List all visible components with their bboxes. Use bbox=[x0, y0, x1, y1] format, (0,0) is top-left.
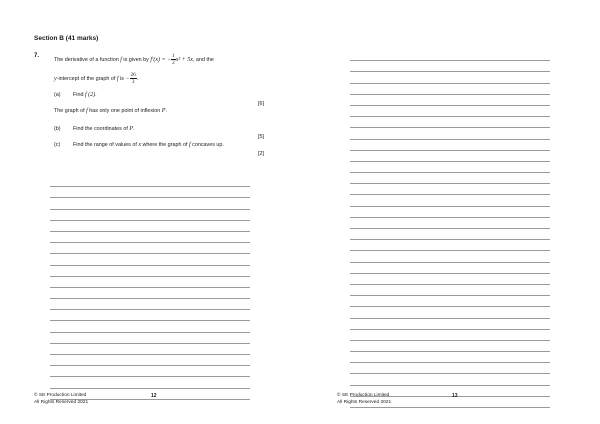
part-b-label: (b) bbox=[54, 126, 61, 132]
answer-line bbox=[350, 117, 550, 128]
answer-line bbox=[50, 310, 250, 321]
part-a-find: Find bbox=[73, 92, 84, 98]
part-a-end: . bbox=[95, 92, 97, 98]
answer-line bbox=[350, 140, 550, 151]
part-c-text2: where the graph of bbox=[142, 142, 188, 148]
answer-line bbox=[350, 184, 550, 195]
answer-line bbox=[350, 240, 550, 251]
part-c-marks: [2] bbox=[258, 151, 264, 157]
answer-line bbox=[350, 296, 550, 307]
answer-line bbox=[50, 277, 250, 288]
answer-line bbox=[350, 106, 550, 117]
derivative-frac-num: 1 bbox=[172, 53, 175, 59]
answer-line bbox=[350, 162, 550, 173]
answer-line bbox=[50, 321, 250, 332]
stem-p: P bbox=[161, 108, 166, 114]
answer-line bbox=[50, 355, 250, 366]
derivative-lhs: f′(x) = − bbox=[150, 56, 172, 63]
footer-line-1: © SE Production Limited bbox=[337, 393, 390, 398]
part-a-label: (a) bbox=[54, 92, 61, 98]
intercept-sign: − bbox=[125, 75, 130, 82]
answer-line bbox=[350, 307, 550, 318]
part-c-text bbox=[73, 142, 224, 148]
answer-line bbox=[350, 352, 550, 363]
answer-line bbox=[50, 377, 250, 388]
part-c-label: (c) bbox=[54, 142, 61, 148]
answer-line bbox=[50, 176, 250, 187]
answer-line bbox=[50, 366, 250, 377]
answer-line bbox=[350, 374, 550, 385]
footer-copyright-left bbox=[34, 393, 88, 406]
page-number-right: 13 bbox=[452, 393, 458, 399]
answer-line bbox=[350, 263, 550, 274]
inflexion-stem bbox=[54, 108, 167, 114]
derivative-frac-den: 2 bbox=[172, 60, 175, 66]
stem-text: The graph of bbox=[54, 108, 85, 114]
answer-line bbox=[50, 299, 250, 310]
answer-line bbox=[350, 61, 550, 72]
footer-copyright-right bbox=[337, 393, 391, 406]
footer-line-2: All Rights Reserved 2021 bbox=[34, 399, 89, 405]
answer-line bbox=[50, 344, 250, 355]
right-page bbox=[300, 0, 600, 424]
stem-end: . bbox=[165, 108, 167, 114]
q-line1-f: f bbox=[120, 56, 122, 63]
question-line-1 bbox=[54, 53, 214, 66]
answer-line bbox=[350, 50, 550, 61]
part-b-text bbox=[73, 126, 135, 132]
q-line2-end: . bbox=[136, 75, 139, 82]
stem-text2: has only one point of inflexion bbox=[89, 108, 161, 114]
answer-line bbox=[350, 285, 550, 296]
question-line-2 bbox=[54, 72, 138, 85]
stem-f: f bbox=[86, 108, 88, 114]
section-heading: Section B (41 marks) bbox=[34, 35, 99, 42]
answer-line bbox=[50, 333, 250, 344]
part-b-p: P bbox=[129, 126, 134, 132]
intercept-num: 26 bbox=[130, 72, 136, 78]
answer-line bbox=[50, 254, 250, 265]
derivative-rhs: x² + 5x bbox=[175, 56, 193, 63]
q-line2-f: f bbox=[116, 75, 119, 82]
answer-line bbox=[350, 363, 550, 374]
answer-line bbox=[50, 288, 250, 299]
question-number: 7. bbox=[34, 53, 40, 59]
part-c-x: x bbox=[138, 142, 142, 148]
part-b-find: Find the coordinates of bbox=[73, 126, 128, 132]
answer-line bbox=[350, 72, 550, 83]
q-line2-is: is bbox=[120, 75, 124, 82]
answer-line bbox=[50, 198, 250, 209]
part-b-marks: [5] bbox=[258, 134, 264, 140]
intercept-fraction bbox=[130, 72, 137, 85]
answer-line bbox=[350, 195, 550, 206]
answer-line bbox=[350, 84, 550, 95]
answer-line bbox=[350, 173, 550, 184]
footer-line-1: © SE Production Limited bbox=[34, 393, 87, 398]
q-line1-post: , and the bbox=[192, 56, 214, 63]
part-a-text bbox=[73, 92, 97, 98]
footer-line-2: All Rights Reserved 2021 bbox=[337, 399, 392, 405]
answer-lines-right bbox=[350, 50, 550, 408]
answer-line bbox=[50, 266, 250, 277]
q-line1-mid: is given by bbox=[123, 56, 149, 63]
answer-line bbox=[350, 229, 550, 240]
answer-line bbox=[50, 232, 250, 243]
part-a-math: f (2) bbox=[85, 92, 96, 98]
answer-line bbox=[350, 95, 550, 106]
q-line2-y: y bbox=[54, 75, 57, 82]
answer-line bbox=[350, 274, 550, 285]
part-c-text3: concaves up. bbox=[192, 142, 224, 148]
intercept-den: 3 bbox=[131, 79, 135, 85]
answer-line bbox=[350, 251, 550, 262]
answer-line bbox=[350, 151, 550, 162]
answer-line bbox=[350, 128, 550, 139]
answer-lines-left bbox=[50, 176, 250, 400]
q-line2-pre: -intercept of the graph of bbox=[56, 75, 116, 82]
answer-line bbox=[350, 330, 550, 341]
part-a-marks: [6] bbox=[258, 101, 264, 107]
answer-line bbox=[50, 210, 250, 221]
answer-line bbox=[350, 218, 550, 229]
answer-line bbox=[50, 243, 250, 254]
part-b-end: . bbox=[133, 126, 135, 132]
part-c-f: f bbox=[188, 142, 191, 148]
answer-line bbox=[350, 319, 550, 330]
q-line1-pre: The derivative of a function bbox=[54, 56, 119, 63]
answer-line bbox=[350, 341, 550, 352]
page-number-left: 12 bbox=[151, 393, 157, 399]
answer-line bbox=[50, 221, 250, 232]
part-c-find: Find the range of values of bbox=[73, 142, 137, 148]
answer-line bbox=[350, 207, 550, 218]
answer-line bbox=[50, 187, 250, 198]
